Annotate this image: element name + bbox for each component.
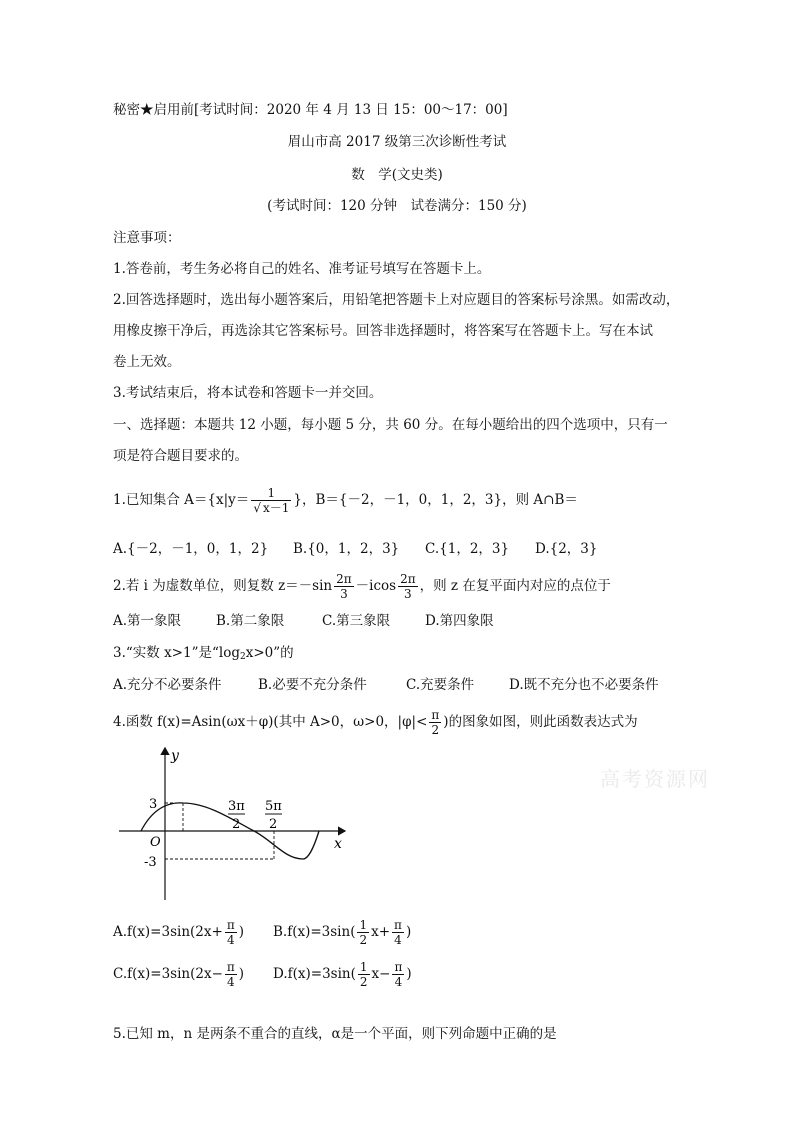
q2-fraction-2: $\frac{2\pi}{3}$ — [400, 572, 416, 601]
y-axis-label: y — [171, 748, 179, 764]
q2-option-b: B.第二象限 — [216, 613, 285, 629]
q4-option-d: D.f(x)=3sin( $\frac{1}{2}$ x− $\frac{\pi}{4}$ ) — [273, 960, 412, 989]
x-axis-label: x — [334, 836, 342, 852]
q1-option-d: D.{2，3} — [535, 541, 598, 557]
question-1 — [113, 486, 578, 515]
note-item-2-line3: 卷上无效。 — [113, 354, 181, 370]
question-5: 5.已知 m，n 是两条不重合的直线，α是一个平面，则下列命题中正确的是 — [113, 1026, 557, 1042]
q3-option-c: C.充要条件 — [406, 677, 475, 693]
notes-heading: 注意事项： — [113, 230, 181, 246]
q4-fraction: $\frac{\pi}{2}$ — [431, 708, 440, 737]
time-score-line: (考试时间：120 分钟 试卷满分：150 分) — [267, 198, 527, 214]
question-3: 3.“实数 x>1”是“$\log_2x>0$”的 — [113, 645, 294, 662]
q4-option-b: B.f(x)=3sin( $\frac{1}{2}$ x+ $\frac{\pi}{4}$ ) — [273, 918, 412, 947]
note-item-2-line2: 用橡皮擦干净后，再选涂其它答案标号。回答非选择题时，将答案写在答题卡上。写在本试 — [113, 323, 653, 339]
q2-option-a: A.第一象限 — [113, 613, 182, 629]
exam-title: 眉山市高 2017 级第三次诊断性考试 — [287, 134, 507, 150]
q1-option-b: B.{0，1，2，3} — [293, 541, 400, 557]
q2-fraction-1: $\frac{2\pi}{3}$ — [336, 572, 352, 601]
y-min-label: -3 — [144, 855, 157, 870]
q3-option-d: D.既不充分也不必要条件 — [509, 677, 659, 693]
secret-line: 秘密★启用前[考试时间：2020 年 4 月 13 日 15：00～17：00] — [113, 102, 508, 118]
question-4: 4.函数 f(x)=Asin(ωx＋φ)(其中 A>0，ω>0，|φ|< $\frac{\pi}{2}$ )的图象如图，则此函数表达式为 — [113, 708, 638, 737]
q1-post: }，B＝{－2，－1，0，1，2，3}，则 A∩B＝ — [293, 492, 578, 508]
tick-5pi-2-num: 5π — [265, 799, 282, 814]
y-max-label: 3 — [149, 797, 158, 812]
note-item-2-line1: 2.回答选择题时，选出每小题答案后，用铅笔把答题卡上对应题目的答案标号涂黑。如需改动， — [113, 292, 680, 308]
q2-option-c: C.第三象限 — [322, 613, 391, 629]
q4-option-a: A.f(x)=3sin(2x+ $\frac{\pi}{4}$ ) — [113, 918, 244, 947]
tick-3pi-2-num: 3π — [228, 799, 245, 814]
origin-label: O — [150, 835, 161, 850]
q1-fraction: $\frac{1}{√ x-1}$ — [253, 486, 290, 515]
q4-option-c: C.f(x)=3sin(2x− $\frac{\pi}{4}$ ) — [113, 960, 245, 989]
q1-pre: 1.已知集合 A＝{x|y＝ — [113, 492, 250, 508]
q3-option-a: A.充分不必要条件 — [113, 677, 222, 693]
q2-option-d: D.第四象限 — [425, 613, 494, 629]
q1-option-c: C.{1，2，3} — [425, 541, 510, 557]
note-item-1: 1.答卷前，考生务必将自己的姓名、准考证号填写在答题卡上。 — [113, 261, 491, 277]
sine-graph — [113, 742, 363, 902]
watermark: 高考资源网 — [600, 767, 710, 791]
section1-intro-line2: 项是符合题目要求的。 — [113, 448, 248, 464]
tick-5pi-2-den: 2 — [269, 817, 278, 832]
note-item-3: 3.考试结束后，将本试卷和答题卡一并交回。 — [113, 385, 383, 401]
tick-3pi-2-den: 2 — [232, 817, 241, 832]
subject-title: 数 学(文史类) — [351, 167, 443, 183]
section1-intro-line1: 一、选择题：本题共 12 小题，每小题 5 分，共 60 分。在每小题给出的四个选项中，只有一 — [113, 417, 668, 433]
q1-option-a: A.{－2，－1，0，1，2} — [113, 541, 269, 557]
q3-option-b: B.必要不充分条件 — [258, 677, 367, 693]
question-2: 2.若 i 为虚数单位，则复数 z＝－sin $\frac{2\pi}{3}$ －icos $\frac{2\pi}{3}$ ，则 z 在复平面内对应的点位于 — [113, 572, 611, 601]
